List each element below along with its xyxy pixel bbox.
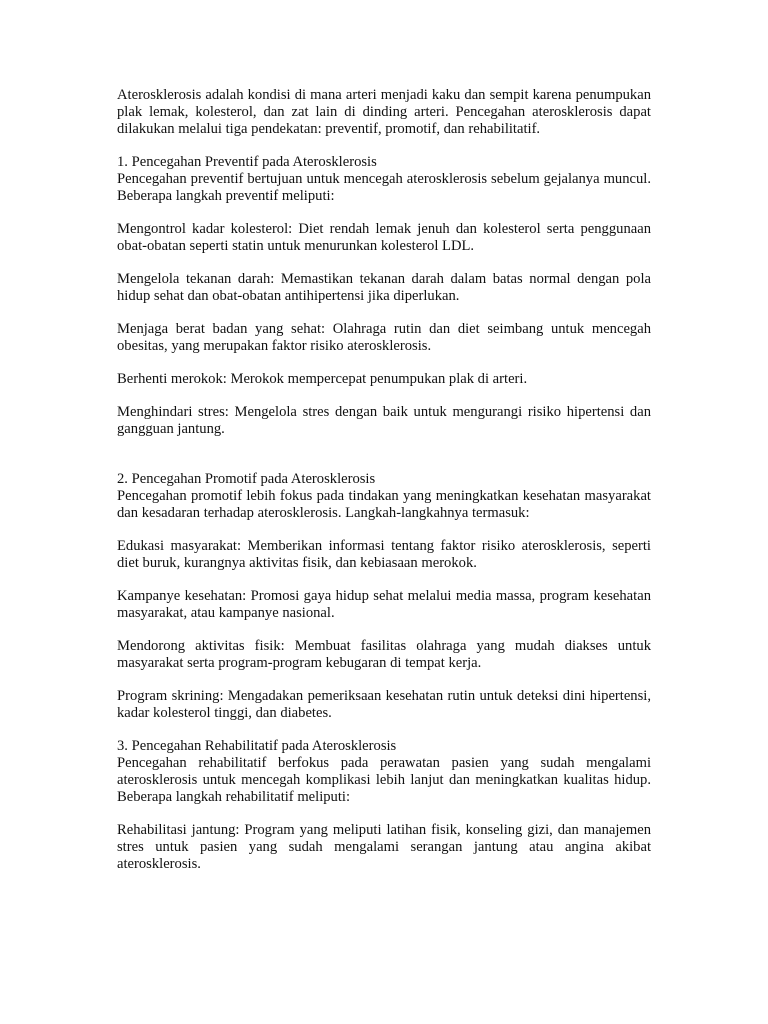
list-item: Menghindari stres: Mengelola stres dengan baik untuk mengurangi risiko hipertensi dan gangguan jantung. [117, 404, 651, 437]
list-item: Edukasi masyarakat: Memberikan informasi tentang faktor risiko aterosklerosis, seperti diet buruk, kurangnya aktivitas fisik, dan kebiasaan merokok. [117, 538, 651, 571]
blank-line [117, 454, 651, 471]
intro-paragraph: Aterosklerosis adalah kondisi di mana arteri menjadi kaku dan sempit karena penumpukan plak lemak, kolesterol, dan zat lain di dinding arteri. Pencegahan aterosklerosis dapat dilakukan melalui tiga pendekatan: preventif, promotif, dan rehabilitatif. [117, 87, 651, 137]
list-item: Mengelola tekanan darah: Memastikan tekanan darah dalam batas normal dengan pola hidup sehat dan obat-obatan antihipertensi jika diperlukan. [117, 271, 651, 304]
list-item: Mendorong aktivitas fisik: Membuat fasilitas olahraga yang mudah diakses untuk masyarakat serta program-program kebugaran di tempat kerja. [117, 638, 651, 671]
section-intro: Pencegahan promotif lebih fokus pada tindakan yang meningkatkan kesehatan masyarakat dan kesadaran terhadap aterosklerosis. Langkah-langkahnya termasuk: [117, 488, 651, 521]
section-heading: 3. Pencegahan Rehabilitatif pada Aterosklerosis [117, 738, 397, 754]
list-item: Rehabilitasi jantung: Program yang meliputi latihan fisik, konseling gizi, dan manajemen stres untuk pasien yang sudah mengalami serangan jantung atau angina akibat aterosklerosis. [117, 822, 651, 872]
list-item: Menjaga berat badan yang sehat: Olahraga rutin dan diet seimbang untuk mencegah obesitas, yang merupakan faktor risiko aterosklerosis. [117, 321, 651, 354]
section-intro: Pencegahan preventif bertujuan untuk mencegah aterosklerosis sebelum gejalanya muncul. Beberapa langkah preventif meliputi: [117, 171, 651, 204]
section-heading: 1. Pencegahan Preventif pada Aterosklerosis [117, 154, 377, 170]
list-item: Berhenti merokok: Merokok mempercepat penumpukan plak di arteri. [117, 371, 528, 387]
list-item: Kampanye kesehatan: Promosi gaya hidup sehat melalui media massa, program kesehatan masyarakat, atau kampanye nasional. [117, 588, 651, 621]
section-heading: 2. Pencegahan Promotif pada Aterosklerosis [117, 471, 376, 487]
section-preventif [117, 154, 651, 205]
list-item: Mengontrol kadar kolesterol: Diet rendah lemak jenuh dan kolesterol serta penggunaan obat-obatan seperti statin untuk menurunkan kolesterol LDL. [117, 221, 651, 254]
list-item: Program skrining: Mengadakan pemeriksaan kesehatan rutin untuk deteksi dini hipertensi, kadar kolesterol tinggi, dan diabetes. [117, 688, 651, 721]
section-promotif [117, 471, 651, 522]
section-intro: Pencegahan rehabilitatif berfokus pada perawatan pasien yang sudah mengalami aterosklerosis untuk mencegah komplikasi lebih lanjut dan meningkatkan kualitas hidup. Beberapa langkah rehabilitatif meliputi: [117, 755, 651, 805]
section-rehabilitatif [117, 738, 651, 806]
document-page [117, 87, 651, 889]
